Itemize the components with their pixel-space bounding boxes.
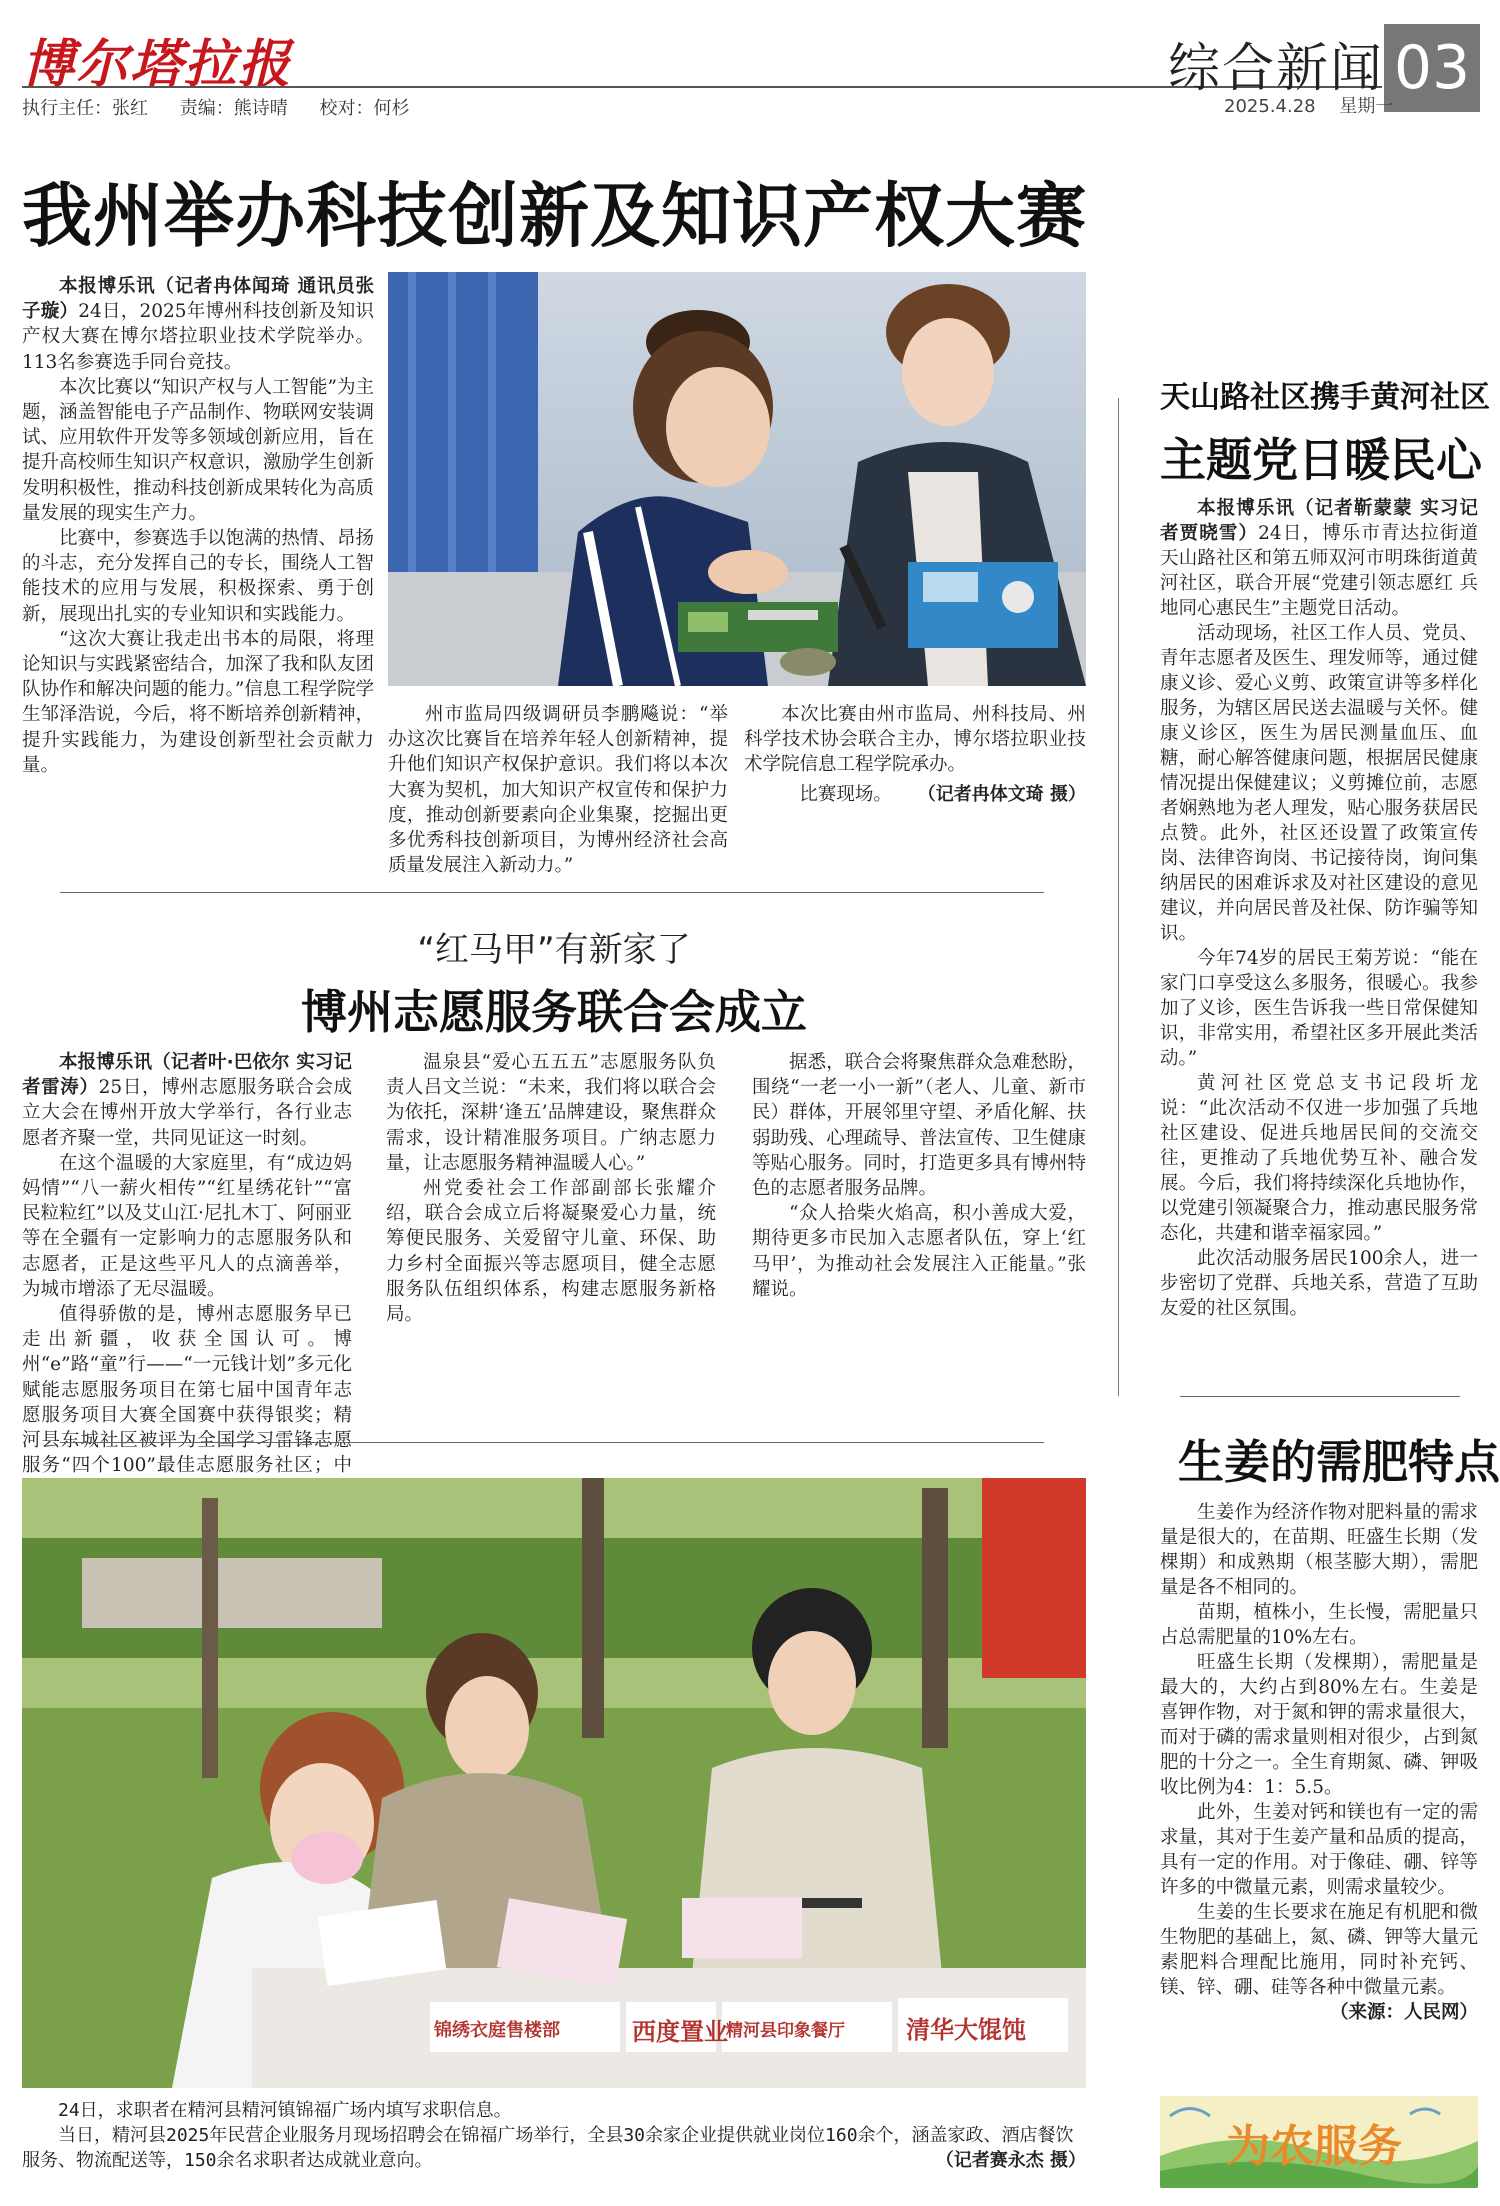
community-paragraph-3: 今年74岁的居民王菊芳说：“能在家门口享受这么多服务，很暖心。我参加了义诊，医生告诉我一些日常保健知识，非常实用，希望社区多开展此类活动。”	[1160, 948, 1478, 1069]
lead-photo	[388, 272, 1086, 686]
reviewer-credit: 责编：熊诗晴	[179, 98, 288, 119]
section-divider	[60, 892, 1044, 893]
lead-photo-credit: （记者冉体文琦 摄）	[917, 783, 1086, 805]
volunteer-column-3	[752, 1050, 1086, 1302]
ginger-headline: 生姜的需肥特点	[1178, 1435, 1500, 1489]
ginger-paragraph-5: 生姜的生长要求在施足有机肥和微生物肥的基础上，氮、磷、钾等大量元素肥料合理配比施用，同时补充钙、镁、锌、硼、硅等各种中微量元素。	[1160, 1902, 1478, 1998]
lead-caption-text: 比赛现场。	[799, 783, 892, 805]
community-paragraph-5: 此次活动服务居民100余人，进一步密切了党群、兵地关系，营造了互助友爱的社区氛围。	[1160, 1248, 1478, 1319]
jobfair-photo	[22, 1478, 1086, 2088]
proofreader-credit: 校对：何杉	[319, 98, 410, 119]
lead-headline: 我州举办科技创新及知识产权大赛	[22, 174, 1087, 257]
farm-service-banner	[1160, 2096, 1478, 2188]
volunteer-kicker: “红马甲”有新家了	[417, 930, 691, 970]
community-body	[1160, 496, 1478, 1321]
jobfair-credit: （记者赛永杰 摄）	[935, 2150, 1086, 2171]
lead-byline: 本报博乐讯（记者冉体闻琦 通讯员张子璇）	[22, 276, 374, 323]
banner-text: 为农服务	[1226, 2121, 1402, 2172]
community-paragraph-4: 黄河社区党总支书记段圻龙说：“此次活动不仅进一步加强了兵地社区建设、促进兵地居民间的交流交往，更推动了兵地优势互补、融合发展。今后，我们将持续深化兵地协作，以党建引领凝聚合力，推动惠民服务常态化，共建和谐幸福家园。”	[1160, 1073, 1478, 1244]
sign-1: 锦绣衣庭售楼部	[434, 2020, 560, 2041]
lead-paragraph-2: 本次比赛以“知识产权与人工智能”为主题，涵盖智能电子产品制作、物联网安装调试、应用软件开发等多领域创新应用，旨在提升高校师生知识产权意识，激励学生创新发明积极性，推动科技创新成果转化为高质量发展的现实生产力。	[22, 376, 374, 524]
sign-4: 清华大馄饨	[906, 2015, 1026, 2044]
sign-3: 精河县印象餐厅	[726, 2021, 845, 2041]
ginger-paragraph-2: 苗期，植株小，生长慢，需肥量只占总需肥量的10%左右。	[1160, 1602, 1478, 1648]
ginger-body	[1160, 1500, 1478, 2025]
community-paragraph-2: 活动现场，社区工作人员、党员、青年志愿者及医生、理发师等，通过健康义诊、爱心义剪、政策宣讲等多样化服务，为辖区居民送去温暖与关怀。健康义诊区，医生为居民测量血压、血糖，耐心解答健康问题，根据居民健康情况提出保健建议；义剪摊位前，志愿者娴熟地为老人理发，贴心服务获居民点赞。此外，社区还设置了政策宣传岗、法律咨询岗、书记接待岗，询问集纳居民的困难诉求及对社区建设的意见建议，并向居民普及社保、防诈骗等知识。	[1160, 623, 1478, 944]
editor-credit: 执行主任：张红	[22, 98, 148, 119]
competition-photo-illustration	[388, 272, 1086, 686]
lead-paragraph-1: 24日，2025年博州科技创新及知识产权大赛在博尔塔拉职业技术学院举办。113名参赛选手同台竞技。	[22, 301, 374, 373]
volunteer-byline: 本报博乐讯（记者叶·巴依尔 实习记者雷涛）	[22, 1052, 352, 1099]
lead-column-2	[388, 702, 728, 878]
section-title: 综合新闻	[1168, 39, 1385, 99]
jobfair-photo-illustration	[22, 1478, 1086, 2088]
sign-2: 西度置业	[632, 2017, 728, 2046]
editor-credits	[22, 94, 435, 120]
ginger-paragraph-1: 生姜作为经济作物对肥料量的需求量是很大的，在苗期、旺盛生长期（发棵期）和成熟期（根茎膨大期），需肥量是各不相同的。	[1160, 1502, 1478, 1598]
lead-column-1	[22, 274, 374, 778]
side-divider	[1180, 1396, 1460, 1397]
volunteer-headline: 博州志愿服务联合会成立	[301, 985, 807, 1039]
lead-photo-caption	[744, 782, 1086, 807]
jobfair-caption-2: 当日，精河县2025年民营企业服务月现场招聘会在锦福广场举行，全县30余家企业提供就业岗位160余个，涵盖家政、酒店餐饮服务、物流配送等，150余名求职者达成就业意向。	[22, 2125, 1074, 2171]
jobfair-caption	[22, 2098, 1086, 2173]
column-divider	[1118, 398, 1119, 1396]
community-headline: 主题党日暖民心	[1160, 433, 1482, 487]
volunteer-paragraph-4: 温泉县“爱心五五五”志愿服务队负责人吕文兰说：“未来，我们将以联合会为依托，深耕‘逢五’品牌建设，聚焦群众需求，设计精准服务项目。广纳志愿力量，让志愿服务精神温暖人心。”	[386, 1052, 716, 1174]
lead-column-3	[744, 702, 1086, 807]
ginger-paragraph-4: 此外，生姜对钙和镁也有一定的需求量，其对于生姜产量和品质的提高，具有一定的作用。对于像硅、硼、锌等许多的中微量元素，则需求量较少。	[1160, 1802, 1478, 1898]
community-kicker: 天山路社区携手黄河社区	[1160, 380, 1490, 415]
volunteer-paragraph-7: “众人拾柴火焰高，积小善成大爱，期待更多市民加入志愿者队伍，穿上‘红马甲’，为推动社会发展注入正能量。”张耀说。	[752, 1203, 1086, 1300]
page-number: 03	[1384, 24, 1480, 112]
volunteer-paragraph-3: 值得骄傲的是，博州志愿服务早已走出新疆，收获全国认可。博州“e”路“童”行——“一元钱计划”多元化赋能志愿服务项目在第七届中国青年志愿服务项目大赛全国赛中获得银奖；精河县东城社区被评为全国学习雷锋志愿服务“四个100”最佳志愿服务社区；中	[22, 1304, 352, 1477]
volunteer-paragraph-5: 州党委社会工作部副部长张耀介绍，联合会成立后将凝聚爱心力量，统筹便民服务、关爱留守儿童、环保、助力乡村全面振兴等志愿项目，健全志愿服务队伍组织体系，构建志愿服务新格局。	[386, 1178, 716, 1326]
volunteer-paragraph-2: 在这个温暖的大家庭里，有“成边妈妈情”“八一薪火相传”“红星绣花针”“富民粒粒红”以及艾山江·尼扎木丁、阿丽亚等在全疆有一定影响力的志愿服务队和志愿者，正是这些平凡人的点滴善举，为城市增添了无尽温暖。	[22, 1152, 352, 1300]
masthead-logo: 博尔塔拉报	[22, 34, 293, 95]
date-text: 2025.4.28	[1224, 96, 1316, 117]
lead-paragraph-4: “这次大赛让我走出书本的局限，将理论知识与实践紧密结合，加深了我和队友团队协作和解决问题的能力。”信息工程学院学生邹泽浩说，今后，将不断培养创新精神，提升实践能力，为建设创新型社会贡献力量。	[22, 628, 374, 776]
issue-date	[1224, 92, 1393, 118]
lead-paragraph-5: 州市监局四级调研员李鹏飚说：“举办这次比赛旨在培养年轻人创新精神，提升他们知识产权保护意识。我们将以本次大赛为契机，加大知识产权宣传和保护力度，推动创新要素向企业集聚，挖掘出更多优秀科技创新项目，为博州经济社会高质量发展注入新动力。”	[388, 704, 728, 877]
community-paragraph-1: 24日，博乐市青达拉街道天山路社区和第五师双河市明珠街道黄河社区，联合开展“党建引领志愿红 兵地同心惠民生”主题党日活动。	[1160, 523, 1478, 619]
ginger-paragraph-3: 旺盛生长期（发棵期），需肥量是最大的，大约占到80%左右。生姜是喜钾作物，对于氮和钾的需求量很大，而对于磷的需求量则相对很少，占到氮肥的十分之一。全生育期氮、磷、钾吸收比例为4：1：5.5。	[1160, 1652, 1478, 1798]
community-byline: 本报博乐讯（记者靳蒙蒙 实习记者贾晓雪）	[1160, 498, 1478, 544]
lead-paragraph-3: 比赛中，参赛选手以饱满的热情、昂扬的斗志，充分发挥自己的专长，围绕人工智能技术的应用与发展，积极探索、勇于创新，展现出扎实的专业知识和实践能力。	[22, 528, 374, 625]
section-divider-2	[60, 1442, 1044, 1443]
lead-paragraph-6: 本次比赛由州市监局、州科技局、州科学技术协会联合主办，博尔塔拉职业技术学院信息工程学院承办。	[744, 704, 1086, 776]
volunteer-column-2	[386, 1050, 716, 1327]
ginger-source: （来源：人民网）	[1329, 2002, 1478, 2023]
jobfair-caption-1: 24日，求职者在精河县精河镇锦福广场内填写求职信息。	[58, 2100, 512, 2121]
weekday-text: 星期一	[1339, 96, 1394, 117]
volunteer-paragraph-1: 25日，博州志愿服务联合会成立大会在博州开放大学举行，各行业志愿者齐聚一堂，共同见证这一时刻。	[22, 1077, 352, 1149]
volunteer-paragraph-6: 据悉，联合会将聚焦群众急难愁盼，围绕“一老一小一新”（老人、儿童、新市民）群体，开展邻里守望、矛盾化解、扶弱助残、心理疏导、普法宣传、卫生健康等贴心服务。同时，打造更多具有博州特色的志愿者服务品牌。	[752, 1052, 1086, 1200]
